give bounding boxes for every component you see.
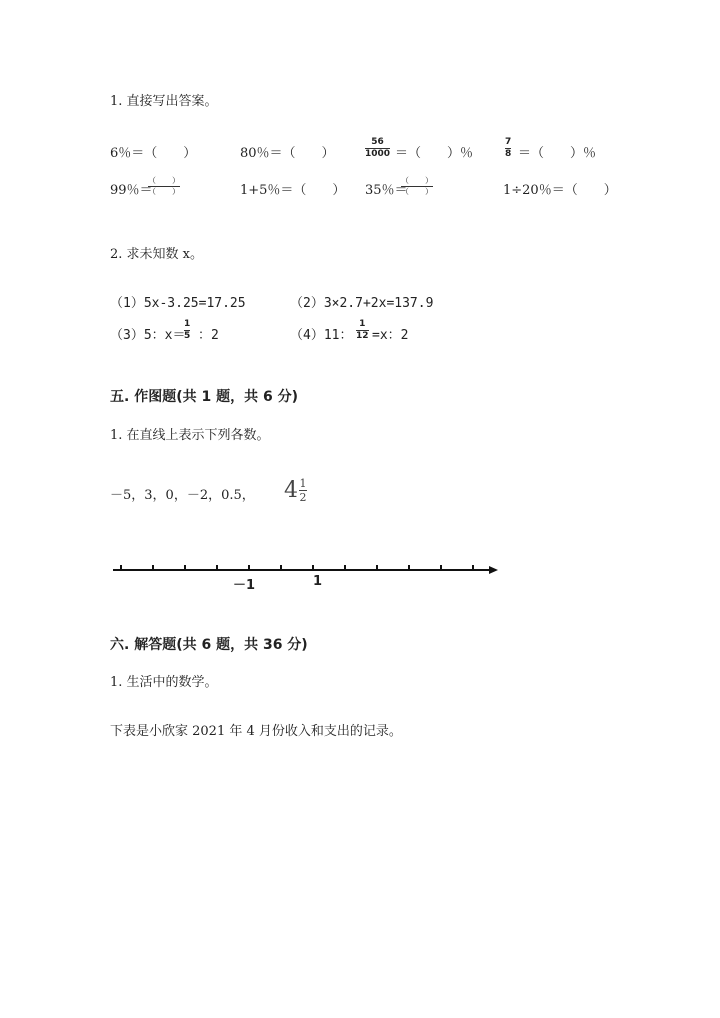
fraction-denominator: 5	[184, 331, 191, 341]
fraction-numerator: 7	[505, 137, 512, 147]
q1-item-6percent: 6％＝（ ）	[110, 146, 197, 161]
q2-equation-4-rest: =x：2	[372, 328, 409, 343]
fraction-numerator: 1	[184, 319, 191, 329]
q2-equation-2: （2）3×2.7+2x=137.9	[290, 296, 434, 311]
mixed-numerator: 1	[299, 477, 307, 490]
fraction-denominator: 8	[505, 149, 512, 159]
q1-item-99percent-lead: 99％＝	[110, 183, 153, 198]
q1-item-80percent: 80％＝（ ）	[240, 146, 335, 161]
number-line-arrow-icon	[489, 566, 498, 574]
q2-equation-3-rest: ：2	[198, 328, 219, 343]
fraction-denominator: （ ）	[401, 187, 433, 196]
q2-equation-4-lead: （4）11：	[290, 328, 353, 343]
fraction-numerator: （ ）	[401, 176, 433, 185]
section-5-heading: 五. 作图题(共 1 题，共 6 分)	[110, 389, 298, 405]
q1-item-1div20percent: 1÷20％＝（ ）	[503, 183, 617, 198]
fraction-numerator: 56	[371, 137, 384, 147]
fraction-numerator: 1	[359, 319, 366, 329]
fraction-denominator: 12	[356, 331, 369, 341]
q1-title: 1. 直接写出答案。	[110, 94, 218, 109]
q1-item-7-8-answer: ＝（ ）％	[518, 146, 597, 161]
q1-item-1plus5percent: 1+5％＝（ ）	[240, 183, 346, 198]
q2-equation-3-lead: （3）5：x＝	[110, 328, 186, 343]
section-6-heading: 六. 解答题(共 6 题，共 36 分)	[110, 637, 308, 653]
number-line-label-1: 1	[313, 574, 323, 589]
section-5-q1-title: 1. 在直线上表示下列各数。	[110, 428, 270, 443]
numbers-to-plot: －5，3，0，－2，0.5，	[110, 488, 255, 503]
number-line-label-neg1: －1	[233, 578, 256, 593]
fraction-denominator: 1000	[365, 149, 391, 159]
q2-title: 2. 求未知数 x。	[110, 247, 203, 262]
q2-equation-1: （1）5x-3.25=17.25	[110, 296, 246, 311]
q1-item-35percent-lead: 35％＝	[365, 183, 408, 198]
mixed-denominator: 2	[299, 491, 307, 504]
q1-item-56-1000-answer: ＝（ ）％	[395, 146, 474, 161]
section-6-q1-title: 1. 生活中的数学。	[110, 675, 218, 690]
mixed-whole: 4	[284, 478, 298, 503]
fraction-numerator: （ ）	[148, 176, 180, 185]
section-6-intro: 下表是小欣家 2021 年 4 月份收入和支出的记录。	[110, 724, 402, 739]
fraction-denominator: （ ）	[148, 187, 180, 196]
